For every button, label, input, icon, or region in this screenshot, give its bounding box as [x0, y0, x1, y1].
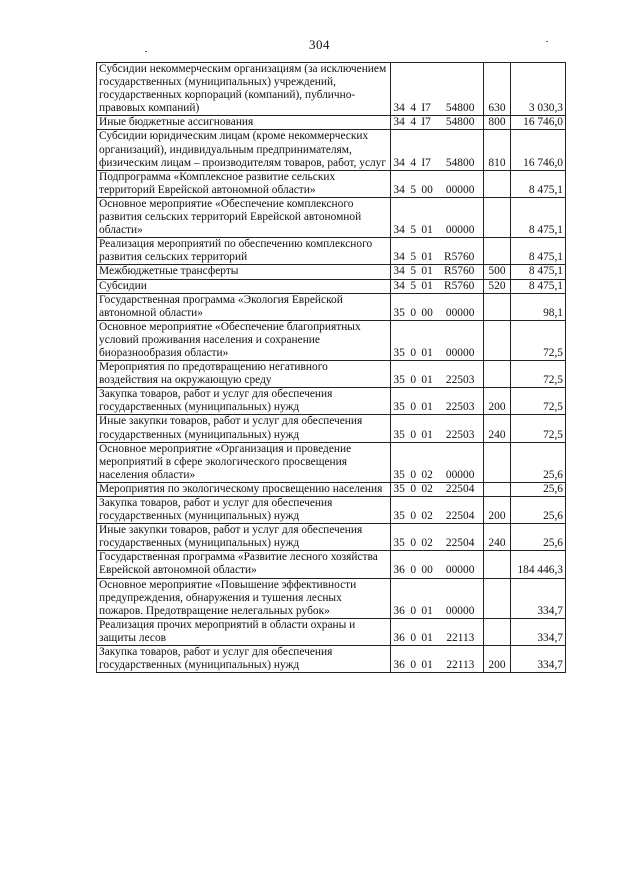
code-segment: 02 [421, 510, 433, 523]
target-article-code-cell [391, 116, 483, 130]
table-row [97, 618, 566, 645]
code-segment: 5 [410, 279, 417, 292]
code-segment: 34 [393, 251, 405, 264]
expense-name-cell: Закупка товаров, работ и услуг для обеспечения государственных (муниципальных) нужд [97, 497, 391, 524]
table-row [97, 442, 566, 482]
code-segment: 00 [421, 183, 433, 196]
code-segment: R5760 [444, 279, 475, 292]
code-segment: 02 [421, 482, 433, 495]
code-segment: 01 [421, 428, 433, 441]
table-row [97, 130, 566, 170]
target-article-code-cell [391, 63, 483, 116]
code-segment: 54800 [445, 116, 475, 129]
amount-cell: 25,6 [511, 482, 566, 496]
target-article-code-cell [391, 361, 483, 388]
expense-name-cell: Закупка товаров, работ и услуг для обеспечения государственных (муниципальных) нужд [97, 646, 391, 673]
code-segment: R5760 [444, 265, 475, 278]
expense-type-cell [483, 578, 510, 618]
expense-name-cell: Основное мероприятие «Обеспечение благоприятных условий проживания населения и сохранение биоразнообразия области» [97, 320, 391, 360]
amount-cell: 8 475,1 [511, 170, 566, 197]
table-row [97, 497, 566, 524]
code-segment: 5 [410, 265, 417, 278]
code-segment: 34 [393, 279, 405, 292]
code-segment: 34 [393, 183, 405, 196]
code-segment: 0 [410, 428, 417, 441]
target-article-code-cell [391, 238, 483, 265]
code-segment: 22503 [445, 401, 475, 414]
amount-cell: 72,5 [511, 388, 566, 415]
code-segment: 02 [421, 537, 433, 550]
expense-type-cell: 520 [483, 279, 510, 293]
code-segment: 0 [410, 537, 417, 550]
code-segment: 01 [421, 265, 433, 278]
code-segment: 01 [421, 401, 433, 414]
code-segment: 4 [410, 116, 417, 129]
code-segment: 34 [393, 102, 405, 115]
budget-table-body [97, 63, 566, 673]
code-segment: 35 [393, 510, 405, 523]
amount-cell: 334,7 [511, 578, 566, 618]
target-article-code-cell [391, 388, 483, 415]
code-segment: 35 [393, 537, 405, 550]
expense-name-cell: Иные закупки товаров, работ и услуг для обеспечения государственных (муниципальных) нужд [97, 524, 391, 551]
code-segment: R5760 [444, 251, 475, 264]
code-segment: 34 [393, 116, 405, 129]
code-segment: 4 [410, 102, 417, 115]
expense-name-cell: Субсидии [97, 279, 391, 293]
target-article-code-cell [391, 551, 483, 578]
target-article-code-cell [391, 524, 483, 551]
table-row [97, 293, 566, 320]
target-article-code-cell [391, 265, 483, 279]
amount-cell: 72,5 [511, 415, 566, 442]
table-row [97, 320, 566, 360]
amount-cell: 8 475,1 [511, 197, 566, 237]
scan-speck [145, 51, 147, 52]
target-article-code-cell [391, 415, 483, 442]
target-article-code-cell [391, 130, 483, 170]
code-segment: 00000 [445, 183, 475, 196]
code-segment: 22503 [445, 374, 475, 387]
code-segment: 0 [410, 604, 417, 617]
code-segment: 00 [421, 306, 433, 319]
amount-cell: 16 746,0 [511, 116, 566, 130]
expense-name-cell: Закупка товаров, работ и услуг для обеспечения государственных (муниципальных) нужд [97, 388, 391, 415]
expense-name-cell: Межбюджетные трансферты [97, 265, 391, 279]
code-segment: 36 [393, 604, 405, 617]
amount-cell: 184 446,3 [511, 551, 566, 578]
code-segment: 00000 [445, 224, 475, 237]
code-segment: 0 [410, 346, 417, 359]
code-segment: 36 [393, 631, 405, 644]
code-segment: 01 [421, 631, 433, 644]
code-segment: 00000 [445, 306, 475, 319]
expense-type-cell: 800 [483, 116, 510, 130]
code-segment: 00000 [445, 564, 475, 577]
code-segment: 35 [393, 346, 405, 359]
code-segment: 35 [393, 468, 405, 481]
code-segment: 01 [421, 659, 433, 672]
expense-type-cell [483, 238, 510, 265]
code-segment: 22113 [446, 659, 475, 672]
code-segment: 35 [393, 306, 405, 319]
code-segment: 22504 [445, 537, 475, 550]
code-segment: 22113 [446, 631, 475, 644]
expense-name-cell: Реализация прочих мероприятий в области охраны и защиты лесов [97, 618, 391, 645]
code-segment: 02 [421, 468, 433, 481]
code-segment: 35 [393, 428, 405, 441]
table-row [97, 388, 566, 415]
expense-name-cell: Иные бюджетные ассигнования [97, 116, 391, 130]
code-segment: 01 [421, 279, 433, 292]
expense-name-cell: Иные закупки товаров, работ и услуг для обеспечения государственных (муниципальных) нужд [97, 415, 391, 442]
amount-cell: 72,5 [511, 361, 566, 388]
code-segment: 01 [421, 346, 433, 359]
budget-table [96, 62, 566, 673]
table-row [97, 578, 566, 618]
expense-type-cell [483, 618, 510, 645]
amount-cell: 25,6 [511, 524, 566, 551]
expense-name-cell: Субсидии юридическим лицам (кроме некоммерческих организаций), индивидуальным предпринимателям, физическим лицам – производителям товаров, работ, услуг [97, 130, 391, 170]
table-row [97, 361, 566, 388]
expense-name-cell: Основное мероприятие «Обеспечение комплексного развития сельских территорий Еврейской автономной области» [97, 197, 391, 237]
expense-name-cell: Субсидии некоммерческим организациям (за исключением государственных (муниципальных) учреждений, государственных корпораций (компаний), публично-правовых компаний) [97, 63, 391, 116]
target-article-code-cell [391, 497, 483, 524]
code-segment: 01 [421, 251, 433, 264]
expense-name-cell: Государственная программа «Экология Еврейской автономной области» [97, 293, 391, 320]
expense-type-cell [483, 442, 510, 482]
code-segment: 36 [393, 564, 405, 577]
code-segment: 54800 [445, 156, 475, 169]
code-segment: 5 [410, 224, 417, 237]
code-segment: 0 [410, 401, 417, 414]
table-row [97, 646, 566, 673]
table-row [97, 116, 566, 130]
expense-name-cell: Государственная программа «Развитие лесного хозяйства Еврейской автономной области» [97, 551, 391, 578]
code-segment: 35 [393, 374, 405, 387]
code-segment: 34 [393, 224, 405, 237]
code-segment: 22503 [445, 428, 475, 441]
table-row [97, 197, 566, 237]
amount-cell: 8 475,1 [511, 238, 566, 265]
expense-name-cell: Реализация мероприятий по обеспечению комплексного развития сельских территорий [97, 238, 391, 265]
expense-type-cell [483, 551, 510, 578]
target-article-code-cell [391, 170, 483, 197]
amount-cell: 25,6 [511, 497, 566, 524]
expense-type-cell: 200 [483, 497, 510, 524]
amount-cell: 334,7 [511, 646, 566, 673]
amount-cell: 72,5 [511, 320, 566, 360]
expense-type-cell: 200 [483, 646, 510, 673]
expense-type-cell: 810 [483, 130, 510, 170]
code-segment: 01 [421, 374, 433, 387]
code-segment: 22504 [445, 510, 475, 523]
code-segment: 0 [410, 510, 417, 523]
expense-type-cell: 500 [483, 265, 510, 279]
code-segment: 35 [393, 401, 405, 414]
table-row [97, 551, 566, 578]
table-row [97, 415, 566, 442]
target-article-code-cell [391, 320, 483, 360]
code-segment: 0 [410, 482, 417, 495]
scan-speck [546, 41, 548, 42]
target-article-code-cell [391, 442, 483, 482]
amount-cell: 8 475,1 [511, 279, 566, 293]
code-segment: 0 [410, 374, 417, 387]
code-segment: 5 [410, 251, 417, 264]
amount-cell: 25,6 [511, 442, 566, 482]
code-segment: 34 [393, 156, 405, 169]
expense-type-cell [483, 170, 510, 197]
code-segment: 0 [410, 306, 417, 319]
target-article-code-cell [391, 293, 483, 320]
code-segment: 4 [410, 156, 417, 169]
expense-type-cell: 200 [483, 388, 510, 415]
expense-type-cell [483, 293, 510, 320]
code-segment: 54800 [445, 102, 475, 115]
code-segment: 01 [421, 224, 433, 237]
code-segment: 00000 [445, 604, 475, 617]
table-row [97, 170, 566, 197]
code-segment: 36 [393, 659, 405, 672]
code-segment: 22504 [445, 482, 475, 495]
target-article-code-cell [391, 197, 483, 237]
page-number: 304 [309, 37, 330, 52]
expense-name-cell: Мероприятия по предотвращению негативного воздействия на окружающую среду [97, 361, 391, 388]
code-segment: 00000 [445, 346, 475, 359]
table-row [97, 265, 566, 279]
expense-type-cell [483, 320, 510, 360]
target-article-code-cell [391, 618, 483, 645]
code-segment: I7 [421, 116, 431, 129]
code-segment: 00 [421, 564, 433, 577]
target-article-code-cell [391, 578, 483, 618]
table-row [97, 279, 566, 293]
expense-type-cell: 240 [483, 524, 510, 551]
code-segment: I7 [421, 156, 431, 169]
expense-type-cell: 630 [483, 63, 510, 116]
code-segment: 0 [410, 659, 417, 672]
table-row [97, 524, 566, 551]
code-segment: 01 [421, 604, 433, 617]
code-segment: 00000 [445, 468, 475, 481]
code-segment: 34 [393, 265, 405, 278]
code-segment: 0 [410, 564, 417, 577]
expense-name-cell: Мероприятия по экологическому просвещению населения [97, 482, 391, 496]
amount-cell: 334,7 [511, 618, 566, 645]
amount-cell: 16 746,0 [511, 130, 566, 170]
expense-type-cell [483, 361, 510, 388]
amount-cell: 3 030,3 [511, 63, 566, 116]
expense-type-cell [483, 197, 510, 237]
table-row [97, 238, 566, 265]
code-segment: 0 [410, 468, 417, 481]
code-segment: 5 [410, 183, 417, 196]
amount-cell: 98,1 [511, 293, 566, 320]
table-row [97, 63, 566, 116]
code-segment: 0 [410, 631, 417, 644]
expense-name-cell: Подпрограмма «Комплексное развитие сельских территорий Еврейской автономной области» [97, 170, 391, 197]
target-article-code-cell [391, 646, 483, 673]
expense-name-cell: Основное мероприятие «Повышение эффективности предупреждения, обнаружения и тушения лесных пожаров. Предотвращение нелегальных рубок» [97, 578, 391, 618]
expense-type-cell: 240 [483, 415, 510, 442]
code-segment: I7 [421, 102, 431, 115]
code-segment: 35 [393, 482, 405, 495]
expense-name-cell: Основное мероприятие «Организация и проведение мероприятий в сфере экологического просвещения населения области» [97, 442, 391, 482]
target-article-code-cell [391, 279, 483, 293]
target-article-code-cell [391, 482, 483, 496]
expense-type-cell [483, 482, 510, 496]
amount-cell: 8 475,1 [511, 265, 566, 279]
table-row [97, 482, 566, 496]
